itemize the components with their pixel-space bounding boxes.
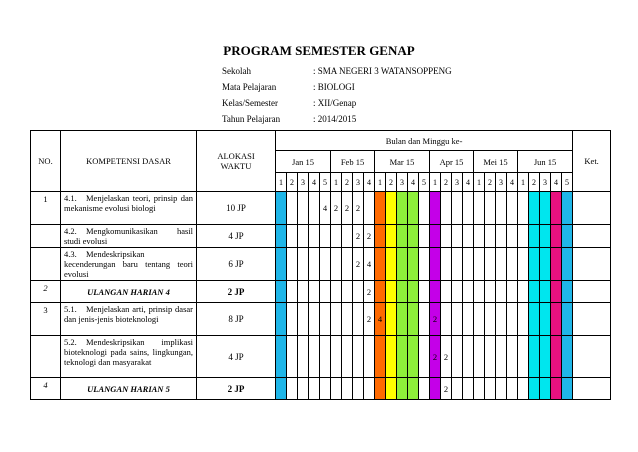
week-header: 4 (463, 173, 474, 192)
week-cell (375, 378, 386, 400)
week-cell (551, 336, 562, 378)
week-cell (529, 378, 540, 400)
week-cell (562, 378, 573, 400)
week-cell (287, 192, 298, 225)
week-cell (309, 192, 320, 225)
ket-cell (573, 378, 611, 400)
week-cell (529, 336, 540, 378)
week-header: 5 (419, 173, 430, 192)
table-row (31, 303, 611, 336)
week-header: 4 (408, 173, 419, 192)
ulangan-label: ULANGAN HARIAN 5 (61, 378, 197, 400)
week-cell (320, 248, 331, 281)
week-header: 2 (529, 173, 540, 192)
kompetensi-cell (61, 192, 197, 225)
month-header: Mar 15 (375, 151, 430, 173)
week-cell (496, 281, 507, 303)
week-cell: 4 (320, 192, 331, 225)
week-cell (463, 336, 474, 378)
week-cell (375, 225, 386, 248)
week-cell (408, 378, 419, 400)
week-cell (562, 192, 573, 225)
week-cell (529, 303, 540, 336)
week-cell (463, 281, 474, 303)
week-cell (331, 225, 342, 248)
week-cell (507, 225, 518, 248)
week-cell (353, 303, 364, 336)
week-cell (386, 303, 397, 336)
alokasi-cell: 2 JP (197, 281, 276, 303)
week-cell (397, 303, 408, 336)
header-no: NO. (31, 131, 61, 192)
week-cell (353, 336, 364, 378)
week-cell (507, 192, 518, 225)
week-cell (474, 192, 485, 225)
week-cell (386, 192, 397, 225)
kompetensi-number: 4.3. (64, 249, 77, 259)
week-cell (507, 378, 518, 400)
week-cell (408, 225, 419, 248)
week-cell (496, 303, 507, 336)
week-cell (320, 281, 331, 303)
week-header: 3 (353, 173, 364, 192)
week-cell (298, 248, 309, 281)
week-cell (408, 281, 419, 303)
week-header: 4 (551, 173, 562, 192)
row-number (31, 225, 61, 248)
kompetensi-cell (61, 248, 197, 281)
meta-label: Sekolah (222, 66, 251, 76)
week-cell (441, 303, 452, 336)
row-number: 3 (31, 303, 61, 336)
week-cell (287, 281, 298, 303)
month-header: Jan 15 (276, 151, 331, 173)
meta-label: Kelas/Semester (222, 98, 278, 108)
week-header: 2 (386, 173, 397, 192)
week-cell (320, 336, 331, 378)
week-cell: 2 (353, 248, 364, 281)
week-cell (496, 225, 507, 248)
kompetensi-cell (61, 225, 197, 248)
week-cell (518, 336, 529, 378)
week-cell (463, 303, 474, 336)
week-header: 2 (441, 173, 452, 192)
week-cell (276, 281, 287, 303)
week-cell (474, 336, 485, 378)
week-cell (551, 192, 562, 225)
month-header: Feb 15 (331, 151, 375, 173)
kompetensi-text: Mengkomunikasikan hasil studi evolusi (64, 226, 193, 246)
week-cell (309, 378, 320, 400)
week-cell (386, 281, 397, 303)
week-header: 2 (287, 173, 298, 192)
week-cell (496, 378, 507, 400)
week-cell (441, 248, 452, 281)
week-cell (474, 225, 485, 248)
week-cell (474, 303, 485, 336)
week-cell (529, 281, 540, 303)
week-cell (342, 281, 353, 303)
week-cell (419, 192, 430, 225)
week-cell (309, 248, 320, 281)
alokasi-cell: 4 JP (197, 225, 276, 248)
header-row (31, 131, 611, 151)
row-number (31, 248, 61, 281)
week-cell (496, 336, 507, 378)
ket-cell (573, 192, 611, 225)
kompetensi-number: 4.1. (64, 193, 77, 203)
week-cell (518, 225, 529, 248)
week-cell (331, 281, 342, 303)
meta-value: : 2014/2015 (313, 114, 357, 124)
week-cell (375, 281, 386, 303)
schedule-table (30, 130, 611, 400)
week-cell (298, 336, 309, 378)
week-cell (441, 281, 452, 303)
week-cell (397, 192, 408, 225)
alokasi-cell: 6 JP (197, 248, 276, 281)
week-cell (287, 378, 298, 400)
header-kompetensi: KOMPETENSI DASAR (61, 131, 197, 192)
week-cell (287, 225, 298, 248)
week-cell (430, 192, 441, 225)
week-header: 1 (276, 173, 287, 192)
week-cell: 2 (364, 281, 375, 303)
week-header: 4 (364, 173, 375, 192)
kompetensi-number: 5.1. (64, 304, 77, 314)
week-header: 2 (342, 173, 353, 192)
week-cell: 4 (364, 248, 375, 281)
week-cell (342, 378, 353, 400)
ulangan-label: ULANGAN HARIAN 4 (61, 281, 197, 303)
alokasi-cell: 4 JP (197, 336, 276, 378)
week-cell (540, 281, 551, 303)
week-header: 1 (518, 173, 529, 192)
week-cell (540, 192, 551, 225)
week-cell (386, 225, 397, 248)
table-row (31, 225, 611, 248)
week-cell (485, 192, 496, 225)
week-cell (375, 336, 386, 378)
week-cell (309, 303, 320, 336)
week-cell (386, 336, 397, 378)
week-cell (518, 378, 529, 400)
week-cell (551, 225, 562, 248)
week-cell (540, 336, 551, 378)
week-cell (562, 336, 573, 378)
week-cell (562, 225, 573, 248)
week-header: 3 (397, 173, 408, 192)
week-cell (309, 225, 320, 248)
week-cell (507, 248, 518, 281)
row-number (31, 336, 61, 378)
week-cell (342, 336, 353, 378)
week-cell (419, 248, 430, 281)
table-row (31, 336, 611, 378)
week-cell (309, 281, 320, 303)
week-header: 3 (496, 173, 507, 192)
kompetensi-number: 5.2. (64, 337, 77, 347)
week-cell (529, 248, 540, 281)
week-cell (408, 192, 419, 225)
week-cell (397, 378, 408, 400)
week-header: 4 (507, 173, 518, 192)
table-body (31, 192, 611, 400)
week-cell (331, 378, 342, 400)
week-header: 1 (331, 173, 342, 192)
week-cell (386, 248, 397, 281)
week-cell (309, 336, 320, 378)
row-number: 2 (31, 281, 61, 303)
week-cell (540, 378, 551, 400)
week-cell (430, 225, 441, 248)
week-cell (562, 303, 573, 336)
week-cell (463, 192, 474, 225)
header-ket: Ket. (573, 131, 611, 192)
week-header: 3 (452, 173, 463, 192)
week-cell: 2 (441, 378, 452, 400)
month-header: Jun 15 (518, 151, 573, 173)
week-cell (474, 281, 485, 303)
kompetensi-text: Menjelaskan arti, prinsip dasar dan jenis-jenis bioteknologi (64, 304, 193, 324)
week-cell (353, 281, 364, 303)
week-header: 1 (375, 173, 386, 192)
week-header: 1 (430, 173, 441, 192)
meta-label: Tahun Pelajaran (222, 114, 281, 124)
week-cell (496, 192, 507, 225)
week-cell (463, 225, 474, 248)
week-cell (342, 248, 353, 281)
week-cell (353, 378, 364, 400)
week-cell (408, 248, 419, 281)
week-cell (540, 225, 551, 248)
week-header: 1 (474, 173, 485, 192)
week-cell (397, 225, 408, 248)
week-cell (397, 336, 408, 378)
month-header: Mei 15 (474, 151, 518, 173)
week-cell: 4 (375, 303, 386, 336)
week-cell (320, 378, 331, 400)
week-header: 5 (562, 173, 573, 192)
week-cell (397, 281, 408, 303)
table-row (31, 248, 611, 281)
week-cell (419, 303, 430, 336)
week-cell: 2 (364, 225, 375, 248)
week-cell: 2 (353, 225, 364, 248)
kompetensi-text: Mendeskripsikan implikasi bioteknologi pada sains, lingkungan, teknologi dan masyarakat (64, 337, 193, 367)
ket-cell (573, 303, 611, 336)
week-cell (320, 303, 331, 336)
week-cell (408, 336, 419, 378)
alokasi-cell: 8 JP (197, 303, 276, 336)
week-cell (276, 303, 287, 336)
week-cell (298, 192, 309, 225)
week-cell (408, 303, 419, 336)
table-header (31, 131, 611, 192)
week-cell (287, 303, 298, 336)
week-cell (375, 248, 386, 281)
week-cell (485, 303, 496, 336)
meta-value: : SMA NEGERI 3 WATANSOPPENG (313, 66, 452, 76)
week-cell (397, 248, 408, 281)
week-cell (430, 248, 441, 281)
row-number: 1 (31, 192, 61, 225)
week-cell (507, 303, 518, 336)
week-header: 5 (320, 173, 331, 192)
kompetensi-text: Mendeskripsikan kecenderungan baru tentang teori evolusi (64, 249, 193, 279)
week-cell (298, 378, 309, 400)
week-cell (430, 281, 441, 303)
week-cell (452, 281, 463, 303)
table-row (31, 281, 611, 303)
week-cell (529, 192, 540, 225)
week-cell (342, 225, 353, 248)
month-header: Apr 15 (430, 151, 474, 173)
week-cell (419, 336, 430, 378)
meta-label: Mata Pelajaran (222, 82, 277, 92)
week-cell (518, 248, 529, 281)
week-cell: 2 (364, 303, 375, 336)
week-cell (529, 225, 540, 248)
week-cell (474, 248, 485, 281)
week-cell: 2 (430, 303, 441, 336)
kompetensi-number: 4.2. (64, 226, 77, 236)
week-cell (452, 248, 463, 281)
week-cell (540, 303, 551, 336)
week-cell (452, 303, 463, 336)
week-cell (441, 192, 452, 225)
week-cell (298, 303, 309, 336)
ket-cell (573, 225, 611, 248)
week-cell (551, 378, 562, 400)
week-cell (507, 281, 518, 303)
week-header: 3 (540, 173, 551, 192)
week-cell (496, 248, 507, 281)
week-cell (562, 248, 573, 281)
meta-value: : BIOLOGI (313, 82, 355, 92)
table-row (31, 378, 611, 400)
week-cell (474, 378, 485, 400)
week-cell (485, 281, 496, 303)
kompetensi-text: Menjelaskan teori, prinsip dan mekanisme evolusi biologi (64, 193, 193, 213)
ket-cell (573, 248, 611, 281)
week-cell (518, 281, 529, 303)
ket-cell (573, 336, 611, 378)
week-cell (375, 192, 386, 225)
table-row (31, 192, 611, 225)
week-cell: 2 (331, 192, 342, 225)
week-cell (562, 281, 573, 303)
week-cell: 2 (430, 336, 441, 378)
week-cell (430, 378, 441, 400)
week-cell (518, 303, 529, 336)
week-cell (518, 192, 529, 225)
week-cell (485, 225, 496, 248)
week-cell (276, 192, 287, 225)
week-cell (287, 336, 298, 378)
week-cell (320, 225, 331, 248)
week-cell (485, 248, 496, 281)
week-cell (276, 336, 287, 378)
week-cell (485, 336, 496, 378)
week-cell (441, 225, 452, 248)
week-cell (419, 225, 430, 248)
week-cell (276, 248, 287, 281)
document-title: PROGRAM SEMESTER GENAP (223, 43, 415, 58)
week-header: 2 (485, 173, 496, 192)
week-cell (276, 225, 287, 248)
week-cell: 2 (353, 192, 364, 225)
alokasi-cell: 10 JP (197, 192, 276, 225)
week-cell (342, 303, 353, 336)
week-cell (298, 281, 309, 303)
week-cell (463, 378, 474, 400)
week-cell (331, 336, 342, 378)
week-cell (452, 378, 463, 400)
week-cell (386, 378, 397, 400)
ket-cell (573, 281, 611, 303)
week-cell: 2 (342, 192, 353, 225)
week-header: 4 (309, 173, 320, 192)
week-cell (419, 378, 430, 400)
week-cell: 2 (441, 336, 452, 378)
header-bulan: Bulan dan Minggu ke- (276, 131, 573, 151)
week-cell (452, 336, 463, 378)
week-cell (419, 281, 430, 303)
week-cell (331, 248, 342, 281)
week-header: 3 (298, 173, 309, 192)
header-alokasi: ALOKASI WAKTU (197, 131, 276, 192)
kompetensi-cell (61, 303, 197, 336)
week-cell (287, 248, 298, 281)
week-cell (507, 336, 518, 378)
alokasi-cell: 2 JP (197, 378, 276, 400)
week-cell (551, 248, 562, 281)
week-cell (364, 378, 375, 400)
row-number: 4 (31, 378, 61, 400)
week-cell (452, 192, 463, 225)
week-cell (551, 281, 562, 303)
week-cell (463, 248, 474, 281)
week-cell (364, 192, 375, 225)
meta-value: : XII/Genap (313, 98, 357, 108)
week-cell (540, 248, 551, 281)
week-cell (452, 225, 463, 248)
week-cell (331, 303, 342, 336)
week-cell (551, 303, 562, 336)
week-cell (485, 378, 496, 400)
week-cell (276, 378, 287, 400)
week-cell (298, 225, 309, 248)
week-cell (364, 336, 375, 378)
kompetensi-cell (61, 336, 197, 378)
